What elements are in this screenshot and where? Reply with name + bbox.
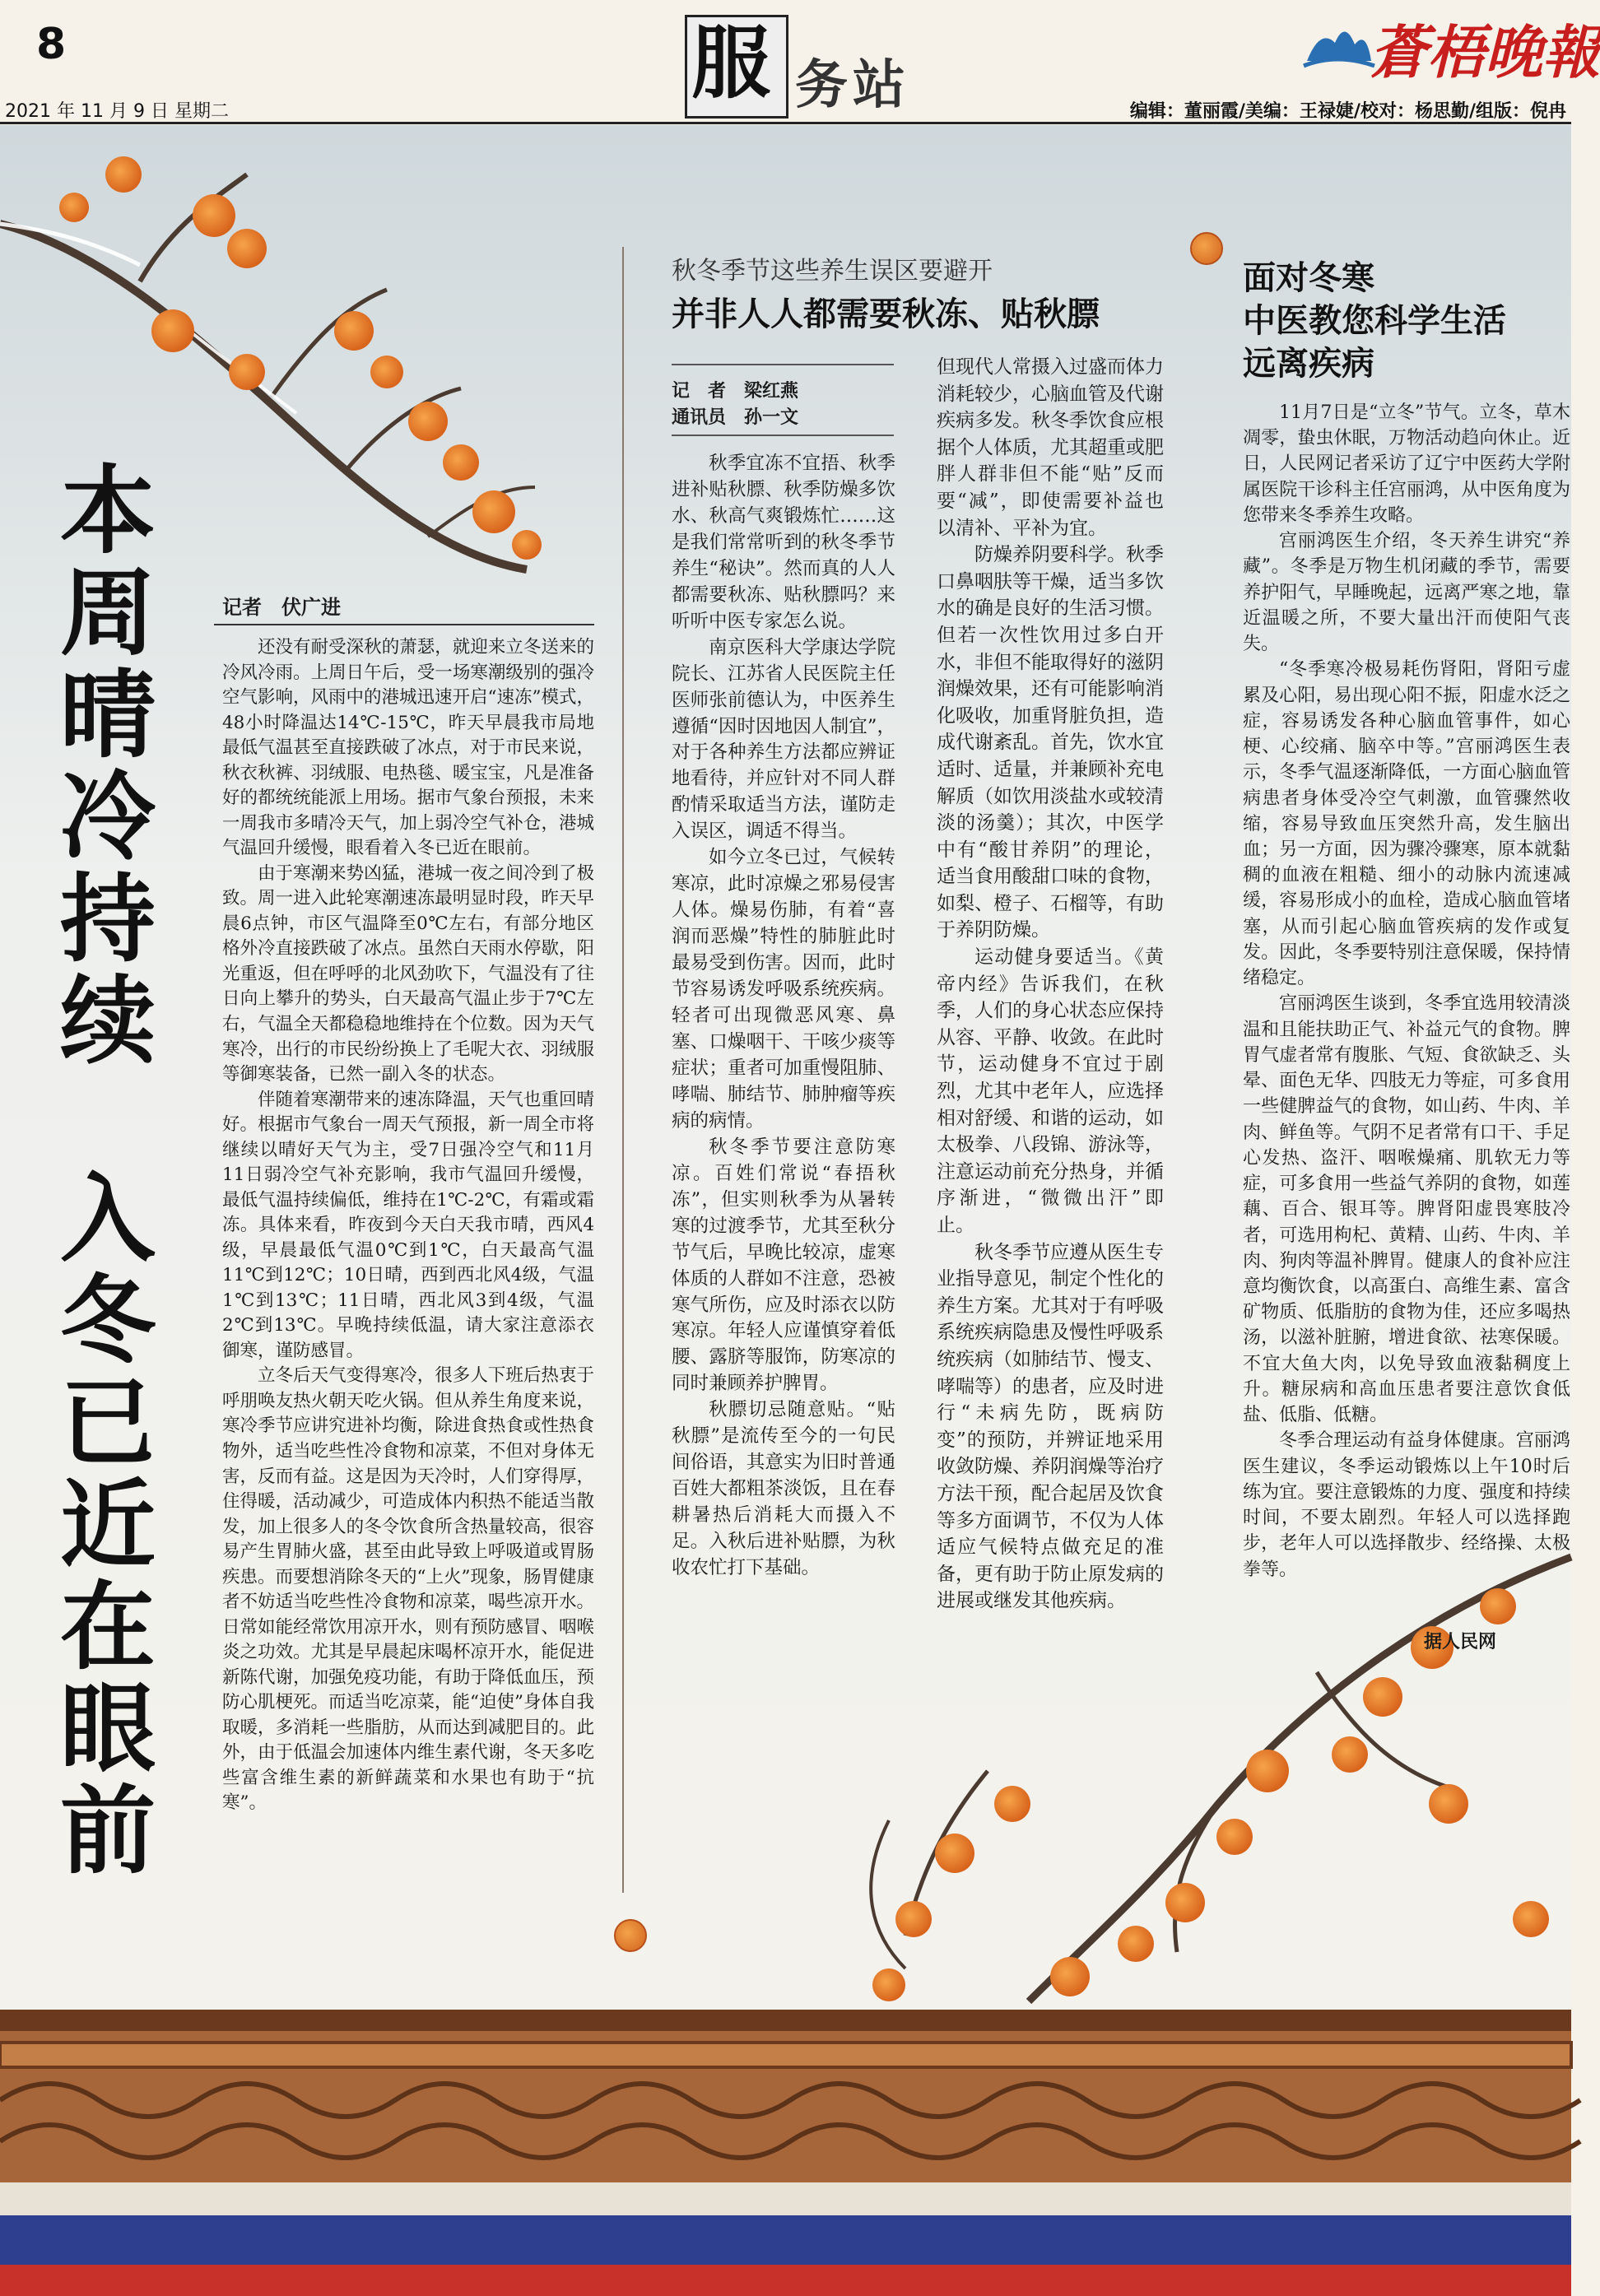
persimmon-dot-icon [1190, 232, 1223, 265]
paragraph: 宫丽鸿医生介绍，冬天养生讲究“养藏”。冬季是万物生机闭藏的季节，需要养护阳气，早睡晚起，远离严寒之地，靠近温暖之所，不要大量出汗而使阳气丧失。 [1243, 531, 1570, 655]
persimmon-dot-icon [614, 1919, 647, 1952]
paragraph: 11月7日是“立冬”节气。立冬，草木凋零，蛰虫休眠，万物活动趋向休止。近日，人民网记者采访了辽宁中医药大学附属医院干诊科主任宫丽鸿，从中医角度为您带来冬季养生攻略。 [1243, 402, 1570, 526]
paragraph: “冬季寒冷极易耗伤肾阳，肾阳亏虚累及心阳，易出现心阳不振，阳虚水泛之症，容易诱发各种心脑血管事件，如心梗、心绞痛、脑卒中等。”宫丽鸿医生表示，冬季气温逐渐降低，一方面心脑血管病患者身体受冷空气刺激，血管骤然收缩，容易导致血压突然升高，发生脑出血；另一方面，因为骤冷骤寒，原本就黏稠的血液在粗糙、细小的动脉内流速减缓，容易形成小的血栓，造成心脑血管堵塞，从而引起心脑血管疾病的发作或复发。因此，冬季要特别注意保暖，保持情绪稳定。 [1243, 659, 1570, 989]
paragraph: 秋冬季节要注意防寒凉。百姓们常说“春捂秋冻”，但实则秋季为从暑转寒的过渡季节，尤其至秋分节气后，早晚比较凉，虚寒体质的人群如不注意，恐被寒气所伤，应及时添衣以防寒凉。年轻人应谨慎穿着低腰、露脐等服饰，防寒凉的同时兼顾养护脾胃。 [672, 1136, 895, 1395]
paragraph: 如今立冬已过，气候转寒凉，此时凉燥之邪易侵害人体。燥易伤肺，有着“喜润而恶燥”特性的肺脏此时最易受到伤害。因而，此时节容易诱发呼吸系统疾病。轻者可出现微恶风寒、鼻塞、口燥咽干、干咳少痰等症状；重者可加重慢阻肺、哮喘、肺结节、肺肿瘤等疾病的病情。 [672, 847, 895, 1132]
paragraph: 秋冬季节应遵从医生专业指导意见，制定个性化的养生方案。尤其对于有呼吸系统疾病隐患及慢性呼吸系统疾病（如肺结节、慢支、哮喘等）的患者，应及时进行“未病先防，既病防变”的预防，并辨证地采用收敛防燥、养阴润燥等治疗方法干预，配合起居及饮食等多方面调节，不仅为人体适应气候特点做充足的准备，更有助于防止原发病的进展或继发其他疾病。 [937, 1241, 1164, 1612]
paragraph: 秋膘切忌随意贴。“贴秋膘”是流传至今的一句民间俗语，其意实为旧时普通百姓大都粗茶淡饭，且在春耕暑热后消耗大而摄入不足。入秋后进补贴膘，为秋收农忙打下基础。 [672, 1399, 895, 1579]
middle-kicker: 秋冬季节这些养生误区要避开 [672, 257, 993, 286]
page-number: 8 [36, 20, 67, 69]
paragraph: 秋季宜冻不宜捂、秋季进补贴秋膘、秋季防燥多饮水、秋高气爽锻炼忙……这是我们常常听到的秋冬季节养生“秘诀”。然而真的人人都需要秋冻、贴秋膘吗？来听听中医专家怎么说。 [672, 453, 895, 632]
title-line: 远离疾病 [1243, 345, 1374, 383]
author-line: 通讯员 孙一文 [672, 407, 799, 428]
newspaper-logo-text: 蒼梧晚報 [1370, 18, 1600, 86]
middle-divider [672, 364, 894, 365]
section-title-big: 服 [691, 16, 770, 109]
paragraph: 防燥养阴要科学。秋季口鼻咽肤等干燥，适当多饮水的确是良好的生活习惯。但若一次性饮用过多白开水，非但不能取得好的滋阴润燥效果，还有可能影响消化吸收，加重肾脏负担，造成代谢紊乱。首先，饮水宜适时、适量，并兼顾补充电解质（如饮用淡盐水或较清淡的汤羹）；其次，中医学中有“酸甘养阴”的理论，适当食用酸甜口味的食物，如梨、橙子、石榴等，有助于养阴防燥。 [937, 544, 1164, 941]
paragraph: 运动健身要适当。《黄帝内经》告诉我们，在秋季，人们的身心状态应保持从容、平静、收敛。在此时节，运动健身不宜过于剧烈，尤其中老年人，应选择相对舒缓、和谐的运动，如太极拳、八段锦、游泳等，注意运动前充分热身，并循序渐进，“微微出汗”即止。 [937, 946, 1164, 1236]
paragraph: 南京医科大学康达学院院长、江苏省人民医院主任医师张前德认为，中医养生遵循“因时因地因人制宜”，对于各种养生方法都应辨证地看待，并应针对不同人群酌情采取适当方法，谨防走入误区，调适不得当。 [672, 636, 895, 843]
author-line: 记 者 梁红燕 [672, 381, 799, 402]
title-line: 面对冬寒 [1243, 259, 1374, 297]
paragraph: 由于寒潮来势凶猛，港城一夜之间冷到了极致。周一进入此轮寒潮速冻最明显时段，昨天早晨6点钟，市区气温降至0℃左右，有部分地区格外冷直接跌破了冰点。虽然白天雨水停歇，阳光重返，但在呼呼的北风劲吹下，气温没有了往日向上攀升的势头，白天最高气温止步于7℃左右，气温全天都稳稳地维持在个位数。因为天气寒冷，出行的市民纷纷换上了毛呢大衣、羽绒服等御寒装备，已然一副入冬的状态。 [222, 862, 594, 1085]
issue-date: 2021 年 11 月 9 日 星期二 [5, 101, 229, 122]
lead-headline-part1: 本周晴冷持续 [60, 456, 156, 1077]
paragraph: 伴随着寒潮带来的速冻降温，天气也重回晴好。根据市气象台一周天气预报，新一周全市将继续以晴好天气为主，受7日强冷空气和11月11日弱冷空气补充影响，我市气温回升缓慢，最低气温持续偏低，维持在1℃-2℃，有霜或霜冻。具体来看，昨夜到今天白天我市晴，西风4级，早晨最低气温0℃到1℃，白天最高气温11℃到12℃；10日晴，西到西北风4级，气温1℃到13℃；11日晴，西北风3到4级，气温2℃到13℃。早晚持续低温，请大家注意添衣御寒，谨防感冒。 [222, 1089, 594, 1361]
roof-tiles [0, 2010, 1580, 2296]
middle-title: 并非人人都需要秋冻、贴秋膘 [672, 295, 1100, 333]
paragraph: 立冬后天气变得寒冷，很多人下班后热衷于呼朋唤友热火朝天吃火锅。但从养生角度来说，寒冷季节应讲究进补均衡，除进食热食或性热食物外，适当吃些性冷食物和凉菜，不但对身体无害，反而有益。这是因为天冷时，人们穿得厚，住得暖，活动减少，可造成体内积热不能适当散发，加上很多人的冬令饮食所含热量较高，很容易产生胃肺火盛，甚至由此导致上呼吸道或胃肠疾患。而要想消除冬天的“上火”现象，肠胃健康者不妨适当吃些性冷食物和凉菜，喝些凉开水。日常如能经常饮用凉开水，则有预防感冒、咽喉炎之功效。尤其是早晨起床喝杯凉开水，能促进新陈代谢，加强免疫功能，有助于降低血压，预防心肌梗死。而适当吃凉菜，能“迫使”身体自我取暖，多消耗一些脂肪，从而达到减肥目的。此外，由于低温会加速体内维生素代谢，冬天多吃些富含维生素的新鲜蔬菜和水果也有助于“抗寒”。 [222, 1365, 594, 1814]
lead-article-body [222, 635, 594, 1816]
lead-headline-part2: 入冬已近在眼前 [60, 1164, 156, 1887]
column-divider [622, 247, 624, 1893]
article-source: 据人民网 [1424, 1632, 1497, 1652]
lead-author: 记者 伏广进 [222, 596, 341, 619]
paragraph: 冬季合理运动有益身体健康。宫丽鸿医生建议，冬季运动锻炼以上午10时后练为宜。要注意锻炼的力度、强度和持续时间，不要太剧烈。年轻人可以选择跑步，老年人可以选择散步、经络操、太极拳等。 [1243, 1430, 1570, 1580]
right-title [1243, 257, 1506, 385]
section-title-small: 务站 [795, 55, 910, 116]
lead-author-divider [214, 624, 594, 625]
right-article-body [1243, 400, 1570, 1583]
title-line: 中医教您科学生活 [1243, 302, 1506, 340]
header-divider [0, 122, 1571, 124]
editor-credits: 编辑：董丽霞/美编：王禄婕/校对：杨思勤/组版：倪冉 [1129, 101, 1566, 122]
middle-authors [672, 379, 798, 431]
paragraph: 宫丽鸿医生谈到，冬季宜选用较清淡温和且能扶助正气、补益元气的食物。脾胃气虚者常有腹胀、气短、食欲缺乏、头晕、面色无华、四肢无力等症，可多食用一些健脾益气的食物，如山药、牛肉、羊肉、鲜鱼等。气阴不足者常有口干、手足心发热、盗汗、咽喉燥痛、肌软无力等症，可多食用一些益气养阴的食物，如莲藕、百合、银耳等。脾肾阳虚畏寒肢冷者，可选用枸杞、黄精、山药、牛肉、羊肉、狗肉等温补脾胃。健康人的食补应注意均衡饮食，以高蛋白、高维生素、富含矿物质、低脂肪的食物为佳，还应多喝热汤，以滋补脏腑，增进食欲、祛寒保暖。不宜大鱼大肉，以免导致血液黏稠度上升。糖尿病和高血压患者要注意饮食低盐、低脂、低糖。 [1243, 993, 1570, 1426]
middle-article-col-b [937, 354, 1164, 1615]
paragraph: 但现代人常摄入过盛而体力消耗较少，心脑血管及代谢疾病多发。秋冬季饮食应根据个人体质，尤其超重或肥胖人群非但不能“贴”反而要“减”，即使需要补益也以清补、平补为宜。 [937, 356, 1164, 539]
paragraph: 还没有耐受深秋的萧瑟，就迎来立冬送来的冷风冷雨。上周日午后，受一场寒潮级别的强冷空气影响，风雨中的港城迅速开启“速冻”模式，48小时降温达14℃-15℃，昨天早晨我市局地最低气温甚至直接跌破了冰点，对于市民来说，秋衣秋裤、羽绒服、电热毯、暖宝宝，凡是准备好的都统统能派上用场。据市气象台预报，未来一周我市多晴冷天气，加上弱冷空气补仓，港城气温回升缓慢，眼看着入冬已近在眼前。 [222, 637, 594, 859]
middle-article-col-a [672, 451, 895, 1582]
middle-divider [672, 435, 894, 436]
